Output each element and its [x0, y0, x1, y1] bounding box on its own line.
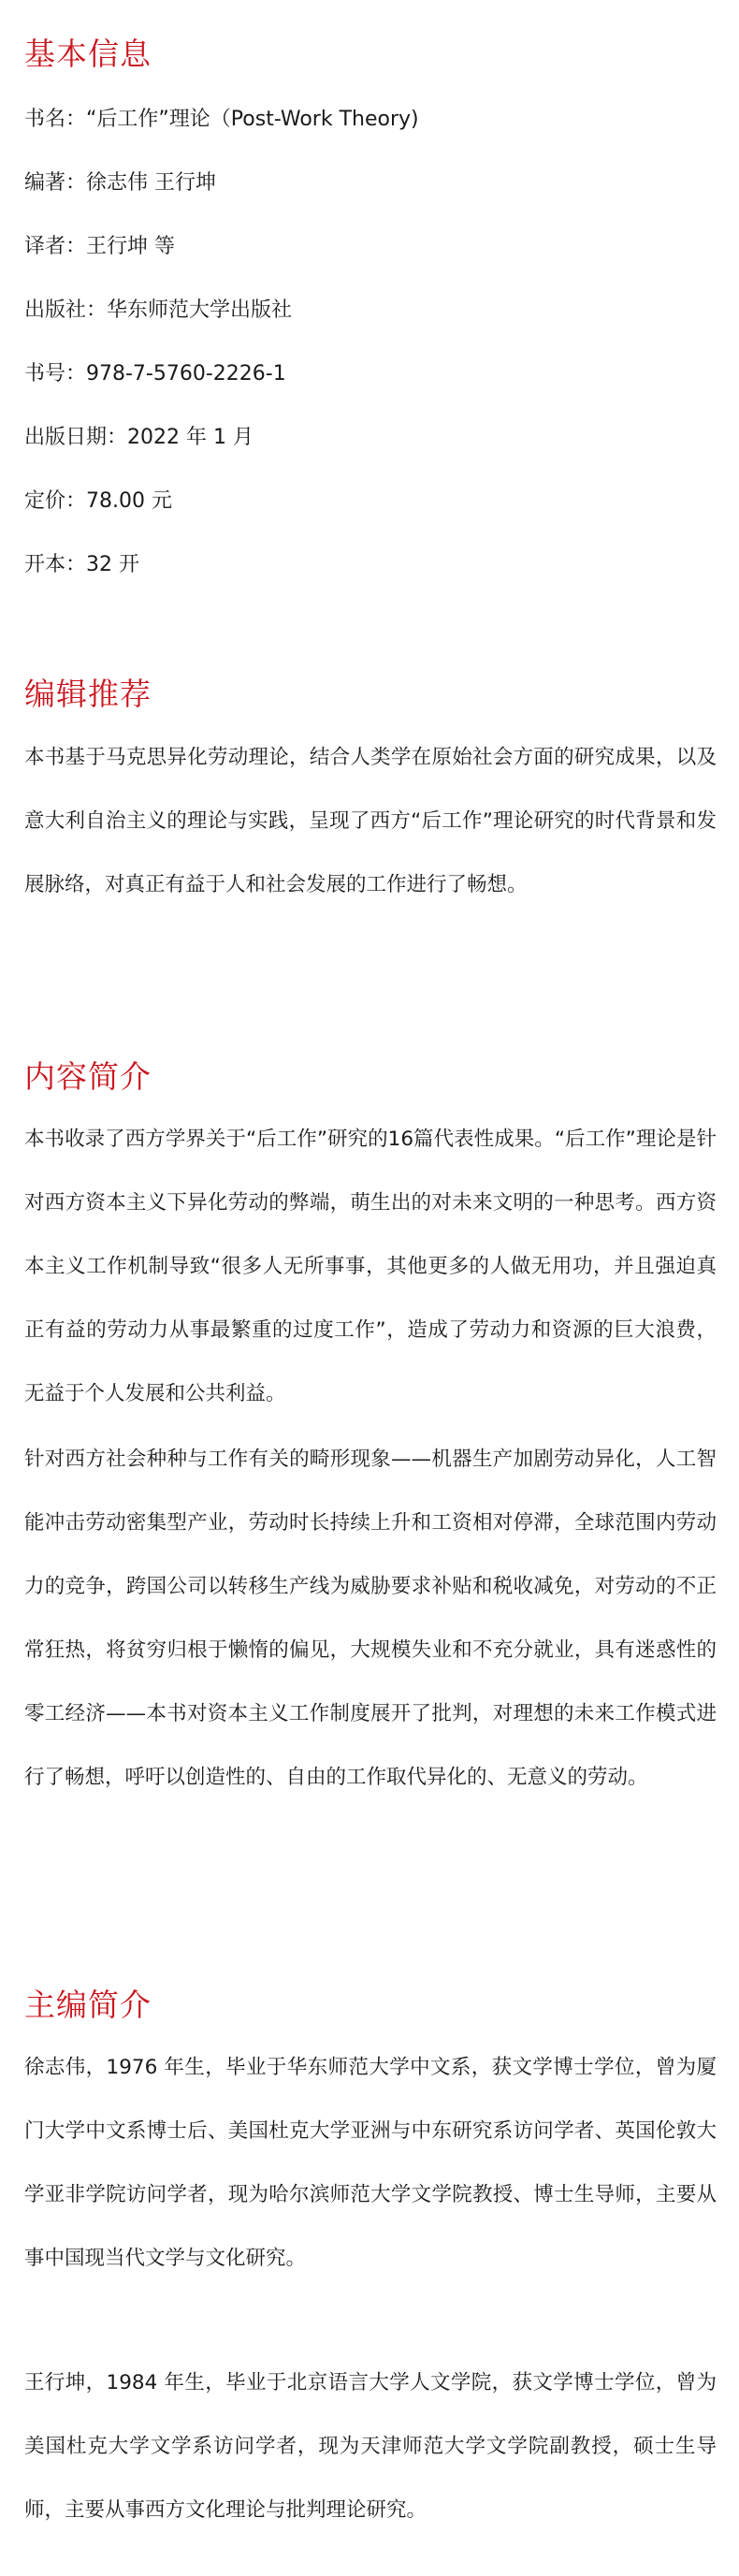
editor-bio-xu-zhiwei: 徐志伟，1976 年生，毕业于华东师范大学中文系，获文学博士学位，曾为厦门大学中文系博士后、美国杜克大学亚洲与中东研究系访问学者、英国伦敦大学亚非学院访问学者，现为哈尔滨师范大学文学院教授、博士生导师，主要从事中国现当代文学与文化研究。: [24, 2056, 717, 2270]
info-format: 开本：32 开: [24, 553, 139, 576]
info-publish-date: 出版日期：2022 年 1 月: [24, 426, 254, 449]
content-summary-paragraph-1: 本书收录了西方学界关于“后工作”研究的16篇代表性成果。“后工作”理论是针对西方资本主义下异化劳动的弊端，萌生出的对未来文明的一种思考。西方资本主义工作机制导致“很多人无所事事，其他更多的人做无用功，并且强迫真正有益的劳动力从事最繁重的过度工作”，造成了劳动力和资源的巨大浪费，无益于个人发展和公共利益。: [24, 1128, 717, 1405]
editors-intro-heading: 主编简介: [24, 1987, 152, 2023]
info-book-title: 书名：“后工作”理论（Post-Work Theory): [24, 108, 419, 131]
editor-recommendation-heading: 编辑推荐: [24, 676, 152, 712]
info-isbn: 书号：978-7-5760-2226-1: [24, 362, 286, 386]
editor-recommendation-paragraph: 本书基于马克思异化劳动理论，结合人类学在原始社会方面的研究成果，以及意大利自治主义的理论与实践，呈现了西方“后工作”理论研究的时代背景和发展脉络，对真正有益于人和社会发展的工作进行了畅想。: [24, 746, 717, 896]
info-price: 定价：78.00 元: [24, 489, 172, 513]
info-editors: 编著：徐志伟 王行坤: [24, 171, 216, 195]
info-translators: 译者：王行坤 等: [24, 235, 175, 258]
content-summary-heading: 内容简介: [24, 1058, 152, 1095]
editor-bio-wang-xingkun: 王行坤，1984 年生，毕业于北京语言大学人文学院，获文学博士学位，曾为美国杜克大学文学系访问学者，现为天津师范大学文学院副教授，硕士生导师，主要从事西方文化理论与批判理论研究。: [24, 2371, 717, 2522]
basic-info-heading: 基本信息: [24, 36, 152, 72]
info-publisher: 出版社：华东师范大学出版社: [24, 298, 293, 322]
content-summary-paragraph-2: 针对西方社会种种与工作有关的畸形现象——机器生产加剧劳动异化，人工智能冲击劳动密集型产业，劳动时长持续上升和工资相对停滞，全球范围内劳动力的竞争，跨国公司以转移生产线为威胁要求补贴和税收减免，对劳动的不正常狂热，将贫穷归根于懒惰的偏见，大规模失业和不充分就业，具有迷惑性的零工经济——本书对资本主义工作制度展开了批判，对理想的未来工作模式进行了畅想，呼吁以创造性的、自由的工作取代异化的、无意义的劳动。: [24, 1448, 717, 1789]
